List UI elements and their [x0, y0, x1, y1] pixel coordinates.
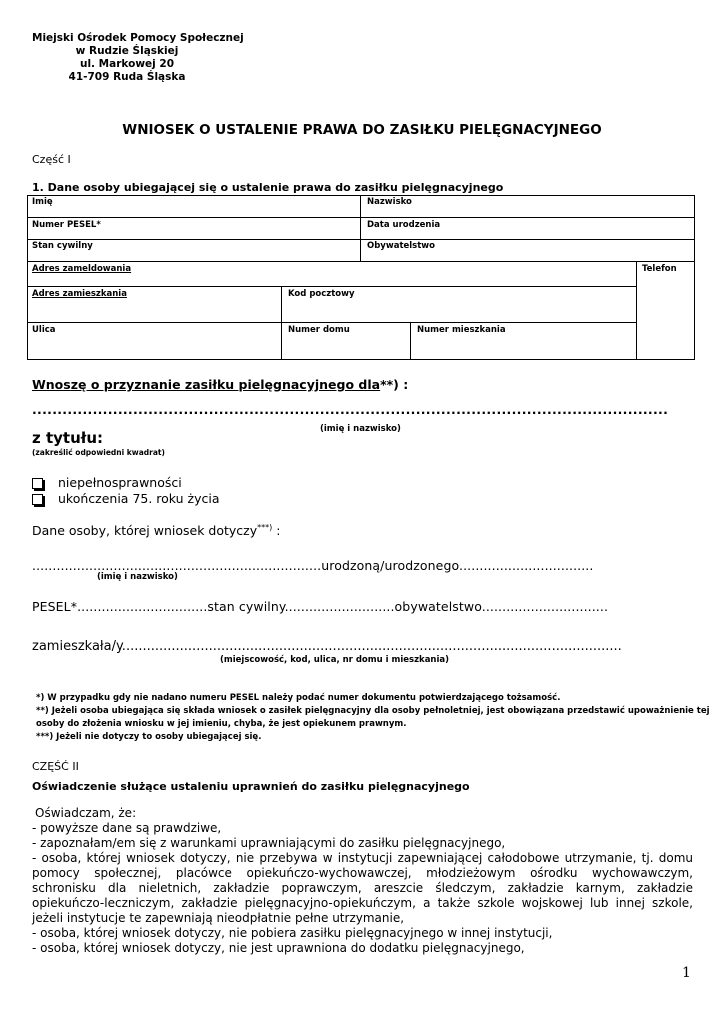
label-data-urodzenia: Data urodzenia [367, 220, 441, 230]
person-label [32, 523, 280, 538]
label-telefon: Telefon [642, 264, 677, 274]
person-label-text: Dane osoby, której wniosek dotyczy [32, 523, 258, 539]
request-name-dots: .............................................................................................................................. [32, 402, 669, 417]
label-pesel: Numer PESEL* [32, 220, 101, 230]
person-name-caption: (imię i nazwisko) [97, 572, 178, 582]
footnote-4: ***) Jeżeli nie dotyczy to osoby ubiegającej się. [36, 732, 262, 742]
part2-title: Oświadczenie służące ustaleniu uprawnień do zasiłku pielęgnacyjnego [32, 780, 470, 793]
request-text: Wnoszę o przyznanie zasiłku pielęgnacyjnego dla [32, 377, 381, 392]
label-numer-mieszkania: Numer mieszkania [417, 325, 506, 335]
label-obywatelstwo: Obywatelstwo [367, 241, 435, 251]
label-adres-zamieszkania: Adres zamieszkania [32, 289, 127, 299]
page-number: 1 [682, 965, 691, 981]
office-street: ul. Markowej 20 [79, 58, 175, 70]
part2-intro: Oświadczam, że: [35, 806, 137, 820]
person-label-end: : [272, 523, 281, 539]
label-adres-zameldowania: Adres zameldowania [32, 264, 132, 274]
request-name-caption: (imię i nazwisko) [320, 424, 401, 434]
option-75-lat: ukończenia 75. roku życia [58, 491, 220, 506]
part2-statements [32, 821, 693, 956]
checkbox-75-lat[interactable] [32, 494, 43, 505]
applicant-table [27, 195, 695, 360]
person-name-line: .......................................................................urodzoną/urodzonego................................. [32, 558, 594, 573]
person-address-caption: (miejscowość, kod, ulica, nr domu i mieszkania) [220, 655, 450, 665]
part2-label: CZĘŚĆ II [32, 760, 79, 773]
office-name: Miejski Ośrodek Pomocy Społecznej [32, 32, 244, 44]
footnote-1: *) W przypadku gdy nie nadano numeru PESEL należy podać numer dokumentu potwierdzającego tożsamość. [36, 693, 561, 703]
option-niepelnosprawnosci: niepełnosprawności [58, 475, 182, 490]
statement-item: - osoba, której wniosek dotyczy, nie przebywa w instytucji zapewniającej całodobowe utrzymanie, tj. domu pomocy społecznej, placówce opiekuńczo-wychowawczej, młodzieżowym ośrodku wychowawczym, schronisku dla nieletnich, zakładzie poprawczym, areszcie śledczym, zakładzie karnym, zakładzie opiekuńczo-leczniczym, zakładzie pielęgnacyjno-opiekuńczym, a także szkole wojskowej lub innej szkole, jeżeli instytucje te zapewniają nieodpłatnie pełne utrzymanie, [32, 851, 693, 925]
office-city: w Rudzie Śląskiej [75, 45, 179, 57]
label-nazwisko: Nazwisko [367, 197, 412, 207]
office-postal: 41-709 Ruda Śląska [68, 71, 186, 83]
person-address-line: zamieszkała/y......................................................................................................................... [32, 639, 622, 654]
footnote-2: **) Jeżeli osoba ubiegająca się składa wniosek o zasiłek pielęgnacyjny dla osoby pełnoletniej, jest obowiązana przedstawić upoważnienie tej [36, 706, 710, 716]
document-title: WNIOSEK O USTALENIE PRAWA DO ZASIŁKU PIELĘGNACYJNEGO [122, 122, 602, 138]
request-line [32, 377, 408, 392]
office-address [32, 32, 244, 84]
z-tytulu: z tytułu: [32, 429, 103, 447]
z-tytulu-note: (zakreślić odpowiedni kwadrat) [32, 448, 165, 457]
part1-section-title: 1. Dane osoby ubiegającej się o ustalenie prawa do zasiłku pielęgnacyjnego [32, 181, 504, 194]
statement-item: - osoba, której wniosek dotyczy, nie jest uprawniona do dodatku pielęgnacyjnego, [32, 941, 525, 955]
statement-item: - powyższe dane są prawdziwe, [32, 821, 222, 835]
person-label-mark: ***) [257, 523, 273, 532]
label-kod-pocztowy: Kod pocztowy [288, 289, 355, 299]
part1-label: Część I [32, 153, 71, 166]
label-stan-cywilny: Stan cywilny [32, 241, 93, 251]
request-mark: **) : [380, 377, 409, 392]
label-imie: Imię [32, 197, 53, 207]
label-numer-domu: Numer domu [288, 325, 350, 335]
label-ulica: Ulica [32, 325, 56, 335]
statement-item: - zapoznałam/em się z warunkami uprawniającymi do zasiłku pielęgnacyjnego, [32, 836, 506, 850]
person-pesel-line: PESEL*................................stan cywilny...........................obywatelstwo............................... [32, 599, 609, 614]
statement-item: - osoba, której wniosek dotyczy, nie pobiera zasiłku pielęgnacyjnego w innej instytucji, [32, 926, 553, 940]
footnote-3: osoby do złożenia wniosku w jej imieniu, chyba, że jest opiekunem prawnym. [36, 719, 407, 729]
checkbox-niepelnosprawnosci[interactable] [32, 478, 43, 489]
